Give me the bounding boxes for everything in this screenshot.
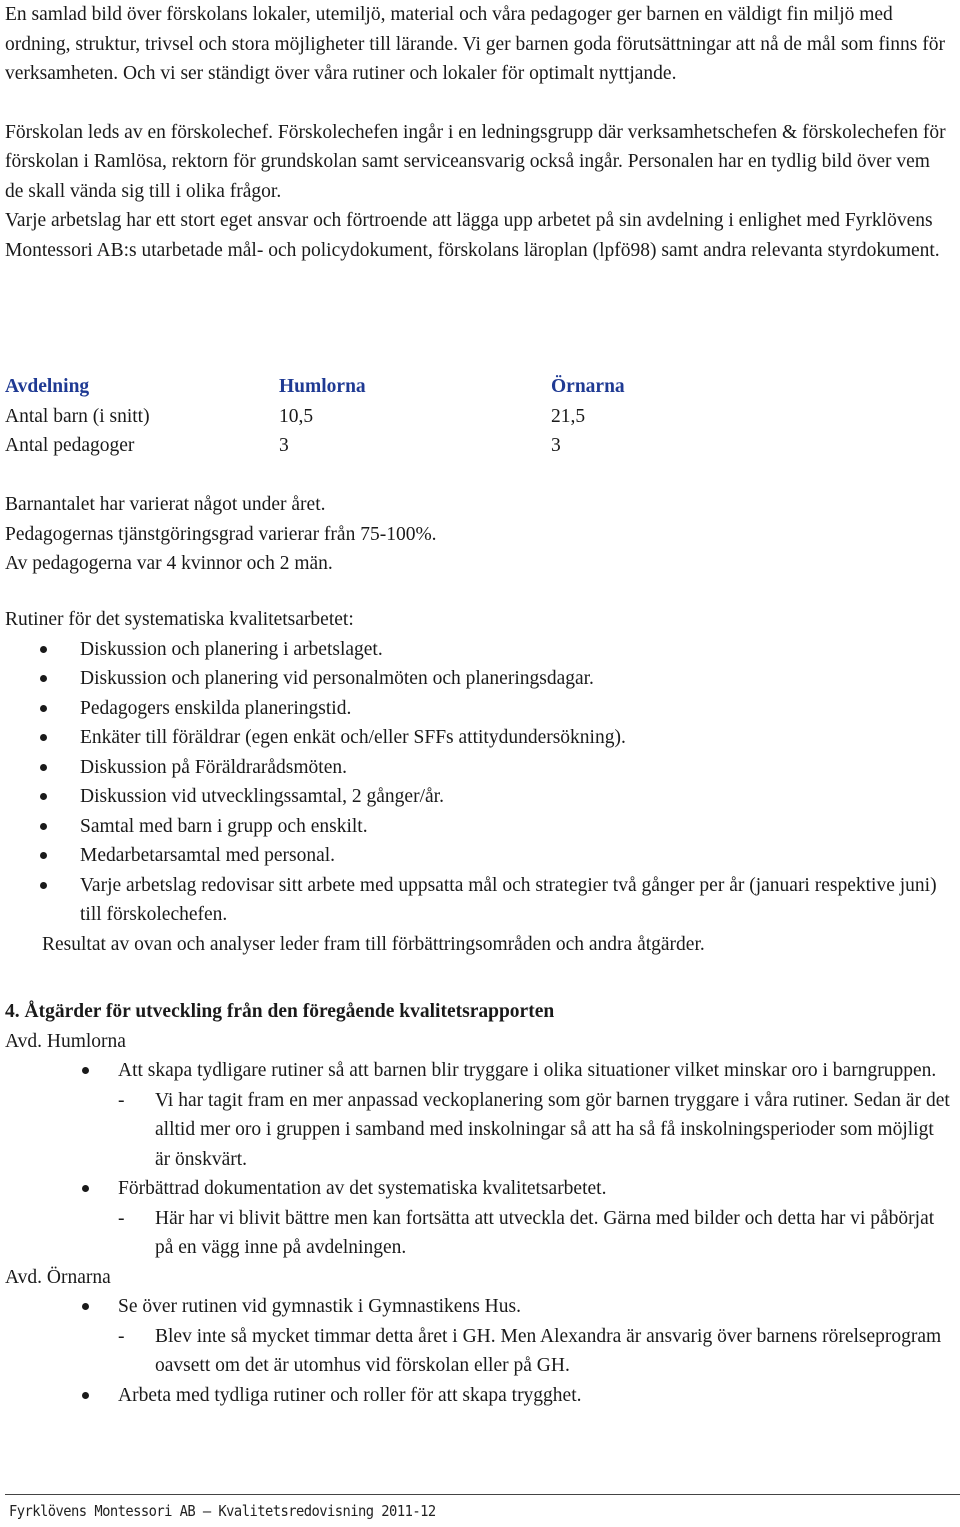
list-item: Diskussion på Föräldrarådsmöten. — [5, 753, 950, 783]
list-item — [5, 1292, 950, 1381]
intro-paragraph-1: En samlad bild över förskolans lokaler, utemiljö, material och våra pedagoger ger barnen en väldigt fin miljö med ordning, struktur, trivsel och stora möjligheter till lärande. Vi ger barnen goda förutsättningar att nå de mål som finns för verksamheten. Och vi ser ständigt över våra rutiner och lokaler för optimalt nyttjande. — [5, 4, 945, 84]
dash-marker: - — [118, 1325, 125, 1347]
list-item: Diskussion och planering i arbetslaget. — [5, 635, 950, 665]
list-item — [5, 1174, 950, 1263]
footer-divider — [5, 1494, 960, 1495]
table-header-cell: Avdelning — [5, 376, 90, 397]
department-label-humlorna: Avd. Humlorna — [5, 1030, 126, 1052]
section-4 — [5, 997, 950, 1410]
routines-result: Resultat av ovan och analyser leder fram till förbättringsområden och andra åtgärder. — [42, 933, 705, 955]
humlorna-actions-list — [5, 1056, 950, 1263]
table-header-row — [5, 372, 751, 402]
list-item: Varje arbetslag redovisar sitt arbete med uppsatta mål och strategier två gånger per år (januari respektive juni) till förskolechefen. — [5, 871, 950, 930]
list-item: Pedagogers enskilda planeringstid. — [5, 694, 950, 724]
intro-section — [5, 0, 950, 265]
table-cell: Antal pedagoger — [5, 435, 135, 456]
stats-line: Barnantalet har varierat något under året. — [5, 494, 326, 515]
stats-line: Pedagogernas tjänstgöringsgrad varierar från 75-100%. — [5, 523, 437, 545]
dash-marker: - — [118, 1207, 125, 1229]
action-followup — [5, 1204, 950, 1263]
list-item — [5, 1381, 950, 1411]
followup-text: Här har vi blivit bättre men kan fortsätta att utveckla det. Gärna med bilder och detta har vi påbörjat på en vägg inne på avdelningen. — [155, 1207, 935, 1258]
department-label-ornarna: Avd. Örnarna — [5, 1266, 111, 1288]
followup-text: Blev inte så mycket timmar detta året i GH. Men Alexandra är ansvarig över barnens rörelseprogram oavsett om det är utomhus vid förskolan eller på GH. — [155, 1325, 942, 1376]
table-row — [5, 431, 751, 461]
list-item: Diskussion vid utvecklingssamtal, 2 gånger/år. — [5, 782, 950, 812]
routines-heading: Rutiner för det systematiska kvalitetsarbetet: — [5, 609, 354, 630]
list-item: Samtal med barn i grupp och enskilt. — [5, 812, 950, 842]
list-item — [5, 1056, 950, 1174]
section-4-heading: 4. Åtgärder för utveckling från den föregående kvalitetsrapporten — [5, 1001, 555, 1022]
ornarna-actions-list — [5, 1292, 950, 1410]
list-item: Enkäter till föräldrar (egen enkät och/eller SFFs attitydundersökning). — [5, 723, 950, 753]
action-text: Arbeta med tydliga rutiner och roller för att skapa trygghet. — [118, 1384, 582, 1406]
table-row — [5, 402, 751, 432]
dash-marker: - — [118, 1089, 125, 1111]
action-followup — [5, 1322, 950, 1381]
routines-section — [5, 605, 950, 959]
table-header-cell: Humlorna — [279, 376, 366, 397]
stats-section — [5, 490, 437, 579]
action-text: Se över rutinen vid gymnastik i Gymnastikens Hus. — [118, 1296, 521, 1317]
list-item: Medarbetarsamtal med personal. — [5, 841, 950, 871]
staff-table — [5, 372, 751, 461]
table-cell: 3 — [279, 435, 289, 456]
table-header-cell: Örnarna — [551, 376, 625, 397]
table-cell: 3 — [551, 435, 561, 456]
intro-paragraph-3: Varje arbetslag har ett stort eget ansvar och förtroende att lägga upp arbetet på sin avdelning i enlighet med Fyrklövens Montessori AB:s utarbetade mål- och policydokument, förskolans läroplan (lpfö98) samt andra relevanta styrdokument. — [5, 210, 940, 261]
routines-list — [5, 635, 950, 930]
table-cell: 21,5 — [551, 405, 586, 427]
action-text: Att skapa tydligare rutiner så att barnen blir tryggare i olika situationer vilket minskar oro i barngruppen. — [118, 1060, 937, 1081]
intro-paragraph-2: Förskolan leds av en förskolechef. Förskolechefen ingår i en ledningsgrupp där verksamhetschefen & förskolechefen för förskolan i Ramlösa, rektorn för grundskolan samt serviceansvarig också ingår. Personalen har en tydlig bild över vem de skall vända sig till i olika frågor. — [5, 121, 946, 202]
table-cell: 10,5 — [279, 405, 314, 427]
action-text: Förbättrad dokumentation av det systematiska kvalitetsarbetet. — [118, 1178, 607, 1199]
list-item: Diskussion och planering vid personalmöten och planeringsdagar. — [5, 664, 950, 694]
action-followup — [5, 1086, 950, 1175]
page-footer: Fyrklövens Montessori AB – Kvalitetsredovisning 2011-12 — [9, 1502, 436, 1520]
stats-line: Av pedagogerna var 4 kvinnor och 2 män. — [5, 553, 333, 574]
table-cell: Antal barn (i snitt) — [5, 405, 150, 427]
followup-text: Vi har tagit fram en mer anpassad veckoplanering som gör barnen tryggare i våra rutiner. Sedan är det alltid mer oro i gruppen i samband med inskolningar så att ha så få inskolningsperioder som möjligt är önskvärt. — [155, 1089, 950, 1170]
